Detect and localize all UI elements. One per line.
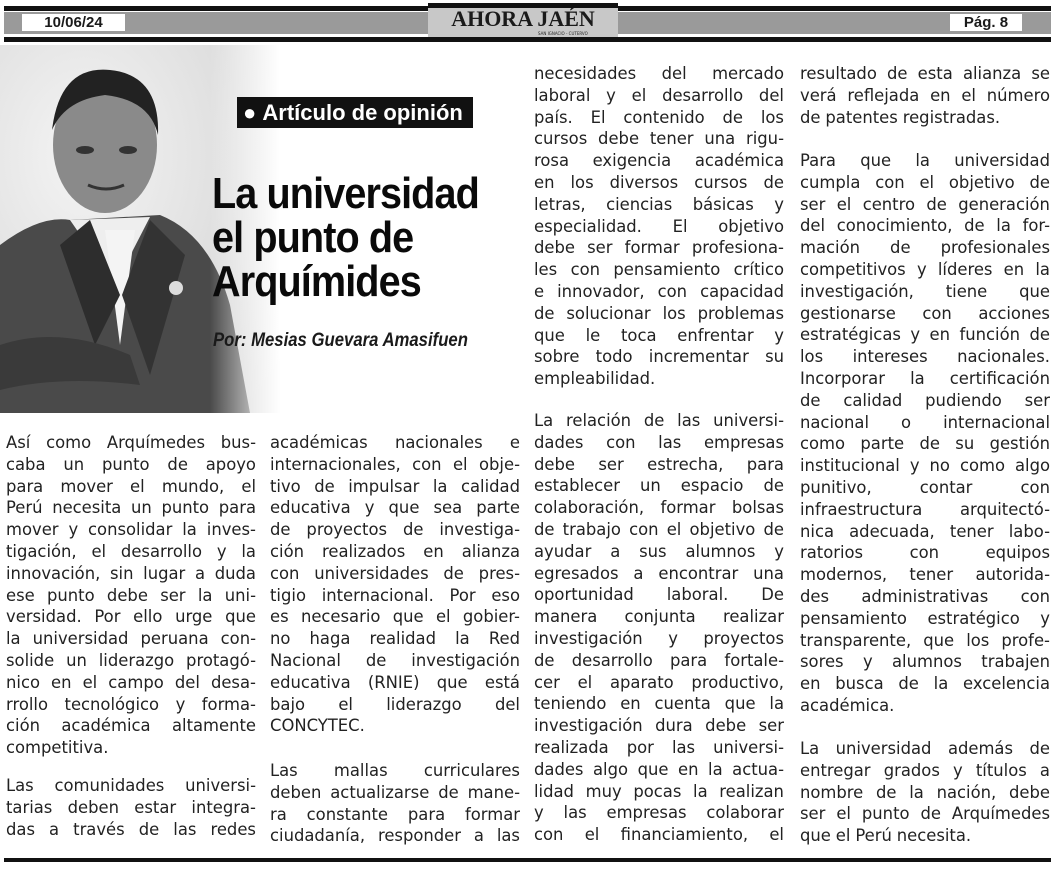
paragraph [800,150,1050,717]
text-line: de solucionar los problemas [534,303,784,323]
footer-rule [4,858,1051,862]
text-line: de patentes registradas. [800,107,1001,127]
paragraph [534,410,784,846]
text-line: cumpla con el objetivo de [800,172,1050,192]
text-line: con el financiamiento, el [534,825,784,845]
text-line: cursos debe tener una rigu- [534,129,784,149]
text-line: país. El contenido de los [534,107,784,127]
text-line: punitivo, contar con [800,477,1050,497]
text-line: debe ser formar profesiona- [534,238,784,258]
text-line: Nacional de investigación [270,650,520,670]
text-line: educativa y que sea parte [270,498,520,518]
text-line: con universidades de pres- [270,563,520,583]
text-line: mover y consolidar la inves- [6,520,256,540]
paragraph [6,775,256,840]
text-line: empleabilidad. [534,369,656,389]
text-line: nico en el campo del desa- [6,672,256,692]
text-line: competitivos y líderes en la [800,259,1050,279]
text-line: manera conjunta realizar [534,607,784,627]
text-line: realizada por las universi- [534,737,784,757]
logo-text: AHORA JAÉN [451,8,595,30]
text-line: en busca de la excelencia [800,674,1050,694]
text-line: ese punto debe ser la uni- [6,585,256,605]
text-line: innovación, sin lugar a duda [6,563,256,583]
text-line: investigación y proyectos [534,628,784,648]
text-line: ciudadanía, responder a las [270,826,520,846]
text-line: les con pensamiento crítico [534,260,784,280]
text-line: tarias deben estar integra- [6,797,256,817]
headline [212,169,509,306]
text-line: entregar grados y títulos a [800,760,1050,780]
text-line: para mover el mundo, el [6,476,256,496]
text-line: das a través de las redes [6,819,256,839]
text-line: nacional o internacional [800,412,1050,432]
text-line: des administrativas con [800,586,1050,606]
text-line: Así como Arquímedes bus- [6,433,256,452]
text-line: infraestructura arquitectó- [800,499,1050,519]
text-line: y las empresas colaborar [534,803,784,823]
text-line: sobre todo incrementar su [534,347,784,367]
text-line: tigación, el desarrollo y la [6,541,256,561]
text-line: CONCYTEC. [270,716,365,736]
text-line: es necesario que el gobier- [270,607,520,627]
text-line: La universidad además de [800,739,1050,758]
text-line: no haga realidad la Red [270,629,520,649]
paragraph [270,760,520,847]
text-line: versidad. Por ello urge que [6,607,256,627]
text-line: dades algo que en la actua- [534,759,784,779]
text-line: resultado de esta alianza se [800,64,1050,83]
text-line: dades con las empresas [534,432,784,452]
text-line: los intereses nacionales. [800,347,1050,367]
text-line: ra constante para formar [270,804,520,824]
text-line: oportunidad laboral. De [534,585,784,605]
headline-line: Arquímides [212,257,421,306]
issue-date: 10/06/24 [22,14,125,31]
paragraph [800,738,1050,847]
paragraph [270,432,520,737]
text-line: La relación de las universi- [534,411,784,430]
paragraph [534,63,784,390]
text-line: colaboración, formar bolsas [534,498,784,518]
text-line: lidad muy pocas la realizan [534,781,784,801]
text-line: que le toca enfrentar y [534,325,784,345]
text-line: Incorporar la certificación [800,368,1050,388]
text-line: rosa exigencia académica [534,151,784,171]
text-line: institucional y no como algo [800,456,1050,476]
text-line: pensamiento estratégico y [800,608,1050,628]
text-line: académica. [800,695,895,715]
text-line: Las comunidades universi- [6,776,256,795]
text-line: laboral y el desarrollo del [534,85,784,105]
text-line: educativa (RNIE) que está [270,672,520,692]
text-line: establecer un espacio de [534,476,784,496]
text-line: gestionarse con acciones [800,303,1050,323]
text-line: especialidad. El objetivo [534,216,784,236]
byline: Por: Mesias Guevara Amasifuen [213,330,468,351]
text-line: que el Perú necesita. [800,826,972,846]
text-line: competitiva. [6,738,109,758]
text-line: rrollo tecnológico y forma- [6,694,256,714]
text-line: investigación, tiene que [800,281,1050,301]
headline-line: el punto de [212,213,414,262]
text-line: de desarrollo para fortale- [534,650,784,670]
text-line: de trabajo con el objetivo de [534,519,784,539]
text-line: bajo el liderazgo del [270,694,520,714]
text-line: de calidad pudiendo ser [800,390,1050,410]
text-line: necesidades del mercado [534,64,784,83]
text-line: académicas nacionales e [270,433,520,452]
text-line: en los diversos cursos de [534,172,784,192]
headline-line: La universidad [212,169,479,218]
bullet-icon: ● [243,100,263,125]
text-line: e innovador, con capacidad [534,281,784,301]
text-line: investigación dura debe ser [534,716,784,736]
text-line: nica adecuada, tener labo- [800,521,1050,541]
text-line: sores y alumnos trabajen [800,652,1050,672]
text-line: mación de profesionales [800,238,1050,258]
text-line: ción académica altamente [6,716,256,736]
text-line: del conocimiento, de la for- [800,216,1050,236]
text-line: como parte de su gestión [800,434,1050,454]
text-line: teniendo en cuenta que la [534,694,784,714]
text-line: verá reflejada en el número [800,85,1050,105]
section-badge [237,97,473,128]
text-line: transparente, que los profe- [800,630,1050,650]
text-line: cer el aparato productivo, [534,672,784,692]
text-line: ser el centro de generación [800,194,1050,214]
text-line: Las mallas curriculares [270,761,520,780]
text-line: Para que la universidad [800,151,1050,170]
text-line: egresados a encontrar una [534,563,784,583]
paragraph [800,63,1050,128]
text-line: internacionales, con el obje- [270,454,520,474]
text-line: ser el punto de Arquímedes [800,804,1050,824]
page-number: Pág. 8 [950,14,1022,31]
text-line: Perú necesita un punto para [6,498,256,518]
text-line: la universidad peruana con- [6,629,256,649]
text-line: solide un liderazgo protagó- [6,650,256,670]
text-line: estratégicas y en función de [800,325,1050,345]
text-line: ratorios con equipos [800,543,1050,563]
text-line: nombre de la nación, debe [800,782,1050,802]
text-line: ción realizados en alianza [270,541,520,561]
text-line: caba un punto de apoyo [6,454,256,474]
text-line: deben actualizarse de mane- [270,782,520,802]
text-line: ayudar a sus alumnos y [534,541,784,561]
text-line: letras, ciencias básicas y [534,194,784,214]
text-line: modernos, tener autorida- [800,565,1050,585]
text-line: de proyectos de investiga- [270,520,520,540]
newspaper-logo [428,3,618,41]
paragraph [6,432,256,759]
text-line: tivo de impulsar la calidad [270,476,520,496]
section-label: Artículo de opinión [262,100,463,125]
text-line: tigio internacional. Por eso [270,585,520,605]
text-line: debe ser estrecha, para [534,454,784,474]
logo-tagline: SAN IGNACIO - CUTERVO [538,31,588,36]
